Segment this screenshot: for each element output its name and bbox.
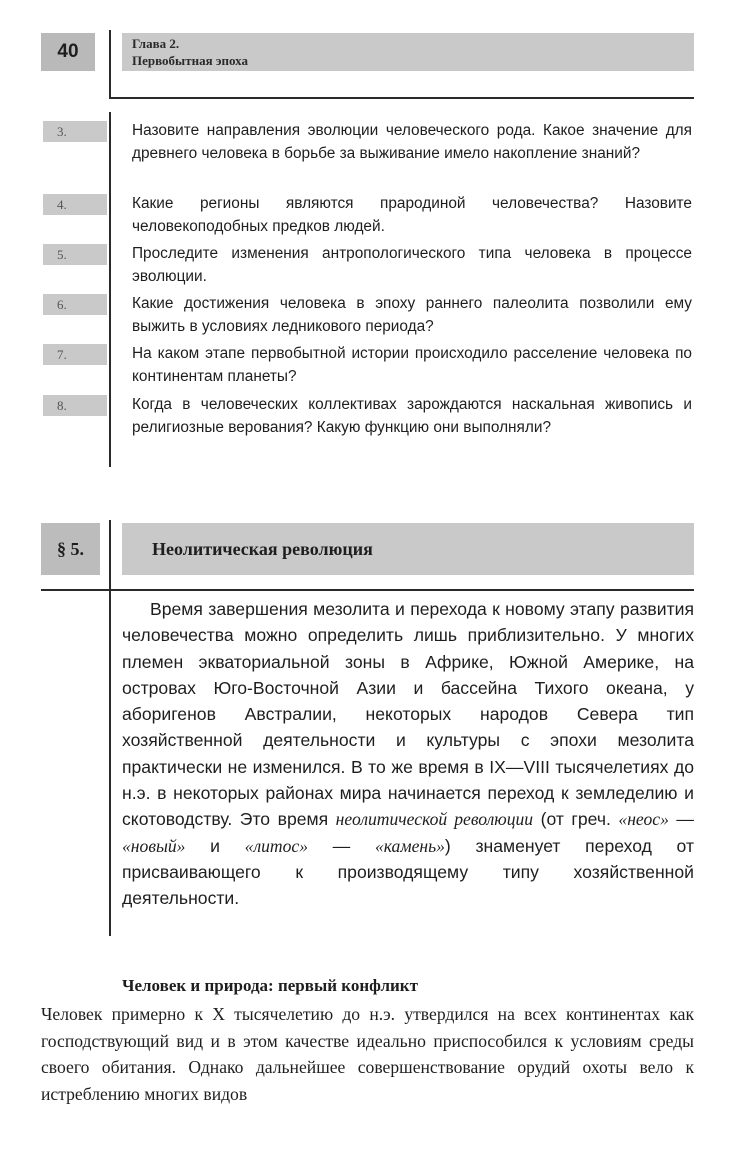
- page-number: 40: [41, 33, 95, 71]
- question-number: 4.: [43, 194, 107, 215]
- question-number: 7.: [43, 344, 107, 365]
- question-text: Назовите направления эволюции человеческого рода. Какое значение для древнего человека в борьбе за выживание имело накопление знаний?: [132, 122, 692, 162]
- questions-divider: [109, 112, 111, 467]
- chapter-title: Первобытная эпоха: [132, 53, 248, 68]
- intro-dash-1: —: [668, 809, 695, 830]
- question-text: Когда в человеческих коллективах зарождаются наскальная живопись и религиозные верования? Какую функцию они выполняли?: [132, 396, 692, 436]
- intro-meaning-2: «камень»: [374, 835, 445, 856]
- section-divider: [109, 520, 111, 590]
- intro-greek-1: «неос»: [618, 809, 669, 830]
- intro-and: и: [185, 835, 245, 856]
- section-title-text: Неолитическая революция: [152, 538, 373, 559]
- chapter-label: Глава 2.: [132, 36, 180, 51]
- intro-divider: [109, 591, 111, 936]
- subsection-body: Человек примерно к X тысячелетию до н.э. утвердился на всех континентах как господствующий вид и в этом качестве идеально приспособился к условиям среды своего обитания. Однако дальнейшее совершенствование орудий охоты вело к истреблению многих видов: [41, 1004, 694, 1104]
- section-intro: [122, 596, 694, 912]
- running-header: [122, 33, 694, 71]
- section-title: [122, 523, 694, 575]
- intro-greek-2: «литос»: [244, 835, 309, 856]
- section-rule: [41, 589, 694, 591]
- header-rule: [109, 97, 694, 99]
- intro-term: неолитической революции: [335, 809, 534, 830]
- intro-text-3: ) знаменует переход от присваивающего к производящему типу хозяйственной деятельности.: [122, 835, 695, 909]
- section-number: § 5.: [41, 523, 100, 575]
- question-text: Какие достижения человека в эпоху раннего палеолита позволили ему выжить в условиях ледникового периода?: [132, 295, 692, 335]
- question-text: Какие регионы являются прародиной человечества? Назовите человекоподобных предков людей.: [132, 195, 692, 235]
- intro-text-2: (от греч.: [533, 809, 619, 830]
- subsection-title: Человек и природа: первый конфликт: [122, 976, 418, 995]
- question-number: 3.: [43, 121, 107, 142]
- header-divider: [109, 30, 111, 98]
- intro-text-1: Время завершения мезолита и перехода к новому этапу развития человечества можно определить лишь приблизительно. У многих племен экваториальной зоны в Африке, Южной Америке, на островах Юго-Восточной Азии и бассейна Тихого океана, у аборигенов Австралии, некоторых народов Севера тип хозяйственной деятельности и культуры с эпохи мезолита практически не изменился. В то же время в IX—VIII тысячелетиях до н.э. в некоторых районах мира начинается переход к земледелию и скотоводству. Это время: [122, 599, 694, 830]
- intro-dash-2: —: [308, 835, 375, 856]
- question-number: 6.: [43, 294, 107, 315]
- question-number: 8.: [43, 395, 107, 416]
- question-text: Проследите изменения антропологического типа человека в процессе эволюции.: [132, 245, 692, 285]
- intro-meaning-1: «новый»: [122, 835, 186, 856]
- question-text: На каком этапе первобытной истории происходило расселение человека по континентам планеты?: [132, 345, 692, 385]
- question-number: 5.: [43, 244, 107, 265]
